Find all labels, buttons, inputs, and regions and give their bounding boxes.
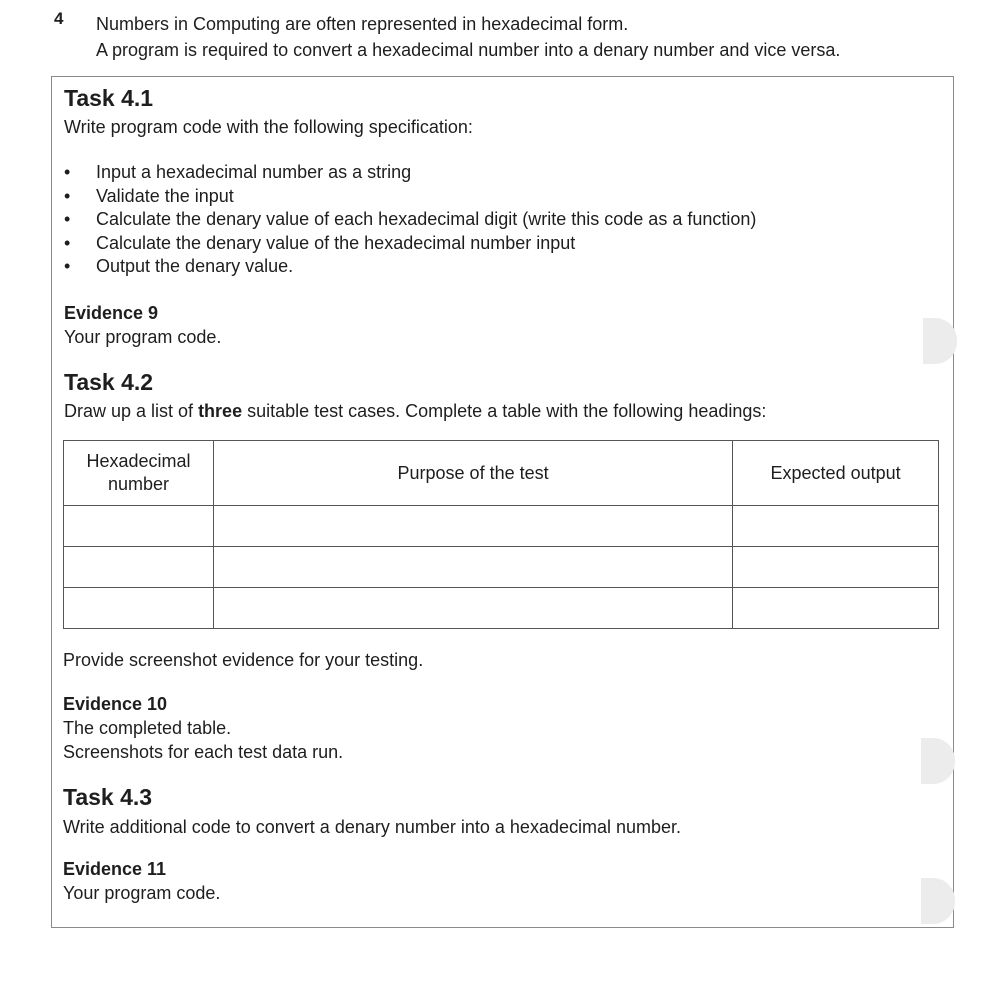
- bullet-icon: •: [64, 232, 71, 253]
- table-cell: [64, 506, 214, 547]
- table-row: [64, 506, 939, 547]
- table-cell: [733, 588, 939, 629]
- evidence-9-text: Your program code.: [64, 327, 222, 347]
- question-intro: [96, 11, 840, 63]
- table-header-row: [64, 441, 939, 506]
- table-cell: [733, 547, 939, 588]
- bullet-icon: •: [64, 209, 71, 229]
- specification-list: [64, 161, 756, 279]
- header-expected-output: Expected output: [733, 441, 939, 506]
- test-case-table: [63, 440, 939, 629]
- task-4-3-intro: Write additional code to convert a denary number into a hexadecimal number.: [63, 817, 682, 837]
- table-cell: [64, 547, 214, 588]
- tasks-box: [51, 76, 954, 928]
- intro-line-2: A program is required to convert a hexadecimal number into a denary number and vice versa.: [96, 40, 841, 60]
- evidence-11-text: Your program code.: [63, 883, 221, 903]
- header-hexadecimal-number: Hexadecimal number: [64, 441, 214, 506]
- spec-item: • Input a hexadecimal number as a string: [64, 162, 412, 182]
- task-4-2-title: Task 4.2: [64, 369, 154, 395]
- bullet-icon: •: [64, 162, 71, 182]
- table-cell: [213, 547, 732, 588]
- emphasis-three: three: [198, 401, 243, 421]
- bullet-icon: •: [64, 256, 71, 276]
- table-cell: [733, 506, 939, 547]
- table-row: [64, 547, 939, 588]
- task-4-2-intro: Draw up a list of three suitable test cases. Complete a table with the following headings:: [64, 401, 767, 421]
- task-4-1-title: Task 4.1: [64, 85, 154, 111]
- spec-item: • Calculate the denary value of each hexadecimal digit (write this code as a function): [64, 209, 757, 229]
- header-purpose: Purpose of the test: [213, 441, 732, 506]
- table-cell: [64, 588, 214, 629]
- evidence-11-title: Evidence 11: [63, 859, 167, 879]
- table-row: [64, 588, 939, 629]
- spec-item: • Output the denary value.: [64, 256, 294, 276]
- bullet-icon: •: [64, 185, 71, 206]
- spec-item: • Calculate the denary value of the hexadecimal number input: [64, 232, 576, 253]
- intro-line-1: Numbers in Computing are often represented in hexadecimal form.: [96, 14, 629, 34]
- spec-item: • Validate the input: [64, 185, 234, 206]
- evidence-10-title: Evidence 10: [63, 694, 168, 714]
- evidence-9-title: Evidence 9: [64, 303, 159, 323]
- question-number: 4: [54, 9, 64, 28]
- screenshot-instruction: Provide screenshot evidence for your testing.: [63, 650, 424, 670]
- task-4-1-intro: Write program code with the following specification:: [64, 117, 473, 137]
- evidence-10-line-1: The completed table.: [63, 718, 232, 738]
- evidence-10-line-2: Screenshots for each test data run.: [63, 742, 344, 762]
- table-cell: [213, 588, 732, 629]
- task-4-3-title: Task 4.3: [63, 784, 153, 810]
- table-cell: [213, 506, 732, 547]
